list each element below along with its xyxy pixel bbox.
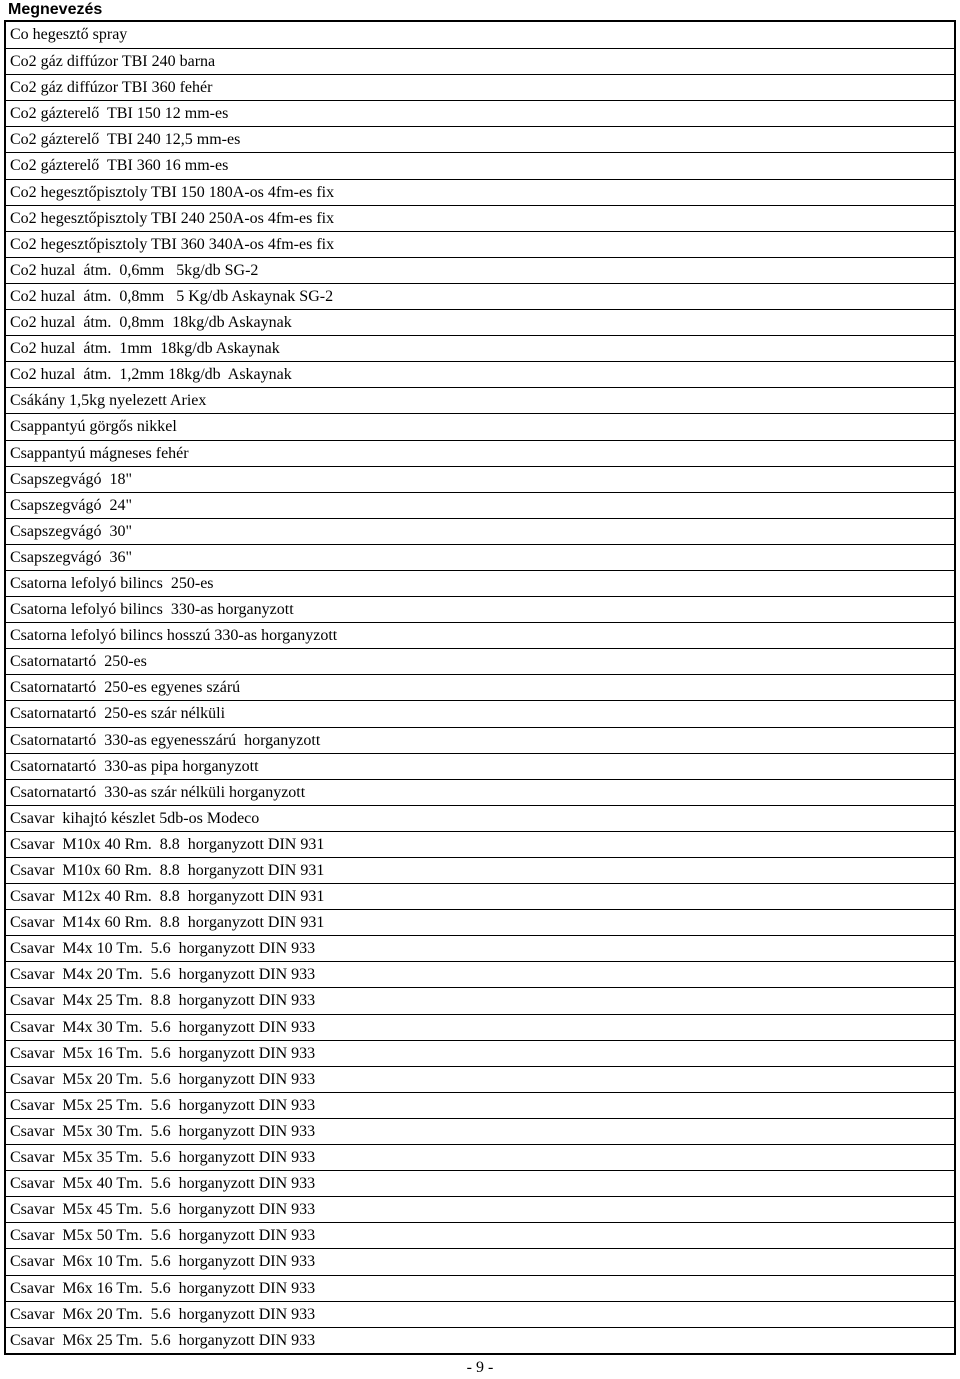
table-row: Co hegesztő spray bbox=[10, 26, 128, 43]
item-table bbox=[4, 20, 956, 1355]
table-row: Csavar M4x 25 Tm. 8.8 horganyzott DIN 933 bbox=[6, 987, 954, 1013]
table-row: Co2 gázterelő TBI 240 12,5 mm-es bbox=[6, 126, 954, 152]
table-row: Csavar M6x 20 Tm. 5.6 horganyzott DIN 933 bbox=[6, 1301, 954, 1327]
table-row: Co2 gázterelő TBI 360 16 mm-es bbox=[6, 152, 954, 178]
table-row: Co2 huzal átm. 0,6mm 5kg/db SG-2 bbox=[6, 257, 954, 283]
table-row: Csavar M14x 60 Rm. 8.8 horganyzott DIN 931 bbox=[6, 909, 954, 935]
table-row: Csavar M4x 10 Tm. 5.6 horganyzott DIN 933 bbox=[6, 935, 954, 961]
table-row: Csapszegvágó 24" bbox=[6, 492, 954, 518]
table-row: Csavar kihajtó készlet 5db-os Modeco bbox=[6, 805, 954, 831]
table-row: Co2 huzal átm. 0,8mm 18kg/db Askaynak bbox=[6, 309, 954, 335]
table-row: Csavar M5x 40 Tm. 5.6 horganyzott DIN 933 bbox=[6, 1170, 954, 1196]
table-row: Csatornatartó 250-es bbox=[6, 648, 954, 674]
table-row: Csavar M5x 25 Tm. 5.6 horganyzott DIN 933 bbox=[6, 1092, 954, 1118]
table-row: Co2 huzal átm. 0,8mm 5 Kg/db Askaynak SG-2 bbox=[6, 283, 954, 309]
table-row: Co2 hegesztőpisztoly TBI 360 340A-os 4fm-es fix bbox=[6, 231, 954, 257]
table-row: Csavar M5x 45 Tm. 5.6 horganyzott DIN 933 bbox=[6, 1196, 954, 1222]
table-row: Csavar M6x 16 Tm. 5.6 horganyzott DIN 933 bbox=[6, 1275, 954, 1301]
table-row: Csavar M4x 20 Tm. 5.6 horganyzott DIN 933 bbox=[6, 961, 954, 987]
table-row: Co2 gázterelő TBI 150 12 mm-es bbox=[6, 100, 954, 126]
table-row: Csavar M5x 50 Tm. 5.6 horganyzott DIN 933 bbox=[6, 1222, 954, 1248]
table-row: Csatorna lefolyó bilincs hosszú 330-as horganyzott bbox=[6, 622, 954, 648]
table-row: Csavar M12x 40 Rm. 8.8 horganyzott DIN 931 bbox=[6, 883, 954, 909]
table-row: Csavar M6x 25 Tm. 5.6 horganyzott DIN 933 bbox=[6, 1327, 954, 1353]
table-row: Co2 gáz diffúzor TBI 240 barna bbox=[6, 48, 954, 74]
column-header: Megnevezés bbox=[8, 1, 103, 18]
table-row: Csatorna lefolyó bilincs 330-as horganyzott bbox=[6, 596, 954, 622]
table-row: Csapszegvágó 36" bbox=[6, 544, 954, 570]
table-row: Co2 huzal átm. 1mm 18kg/db Askaynak bbox=[6, 335, 954, 361]
table-row: Csavar M4x 30 Tm. 5.6 horganyzott DIN 933 bbox=[6, 1014, 954, 1040]
table-row: Csatornatartó 330-as pipa horganyzott bbox=[6, 753, 954, 779]
table-row: Csatornatartó 330-as egyenesszárú horganyzott bbox=[6, 727, 954, 753]
table-row: Csavar M5x 20 Tm. 5.6 horganyzott DIN 933 bbox=[6, 1066, 954, 1092]
table-row: Co2 hegesztőpisztoly TBI 240 250A-os 4fm-es fix bbox=[6, 205, 954, 231]
table-row: Csapszegvágó 30" bbox=[6, 518, 954, 544]
table-row: Co2 gáz diffúzor TBI 360 fehér bbox=[6, 74, 954, 100]
table-row: Csavar M10x 60 Rm. 8.8 horganyzott DIN 931 bbox=[6, 857, 954, 883]
table-row: Csapszegvágó 18" bbox=[6, 466, 954, 492]
table-row: Csatornatartó 250-es egyenes szárú bbox=[6, 674, 954, 700]
table-row: Csatorna lefolyó bilincs 250-es bbox=[6, 570, 954, 596]
page-number: - 9 - bbox=[466, 1359, 494, 1376]
table-row: Csappantyú mágneses fehér bbox=[6, 440, 954, 466]
table-row: Csavar M5x 16 Tm. 5.6 horganyzott DIN 933 bbox=[6, 1040, 954, 1066]
table-row: Csavar M6x 10 Tm. 5.6 horganyzott DIN 933 bbox=[6, 1248, 954, 1274]
table-row: Csatornatartó 250-es szár nélküli bbox=[6, 700, 954, 726]
table-row: Csappantyú görgős nikkel bbox=[6, 413, 954, 439]
table-row: Csatornatartó 330-as szár nélküli horganyzott bbox=[6, 779, 954, 805]
table-row: Csákány 1,5kg nyelezett Ariex bbox=[6, 387, 954, 413]
table-row: Csavar M5x 35 Tm. 5.6 horganyzott DIN 933 bbox=[6, 1144, 954, 1170]
table-row: Csavar M10x 40 Rm. 8.8 horganyzott DIN 931 bbox=[6, 831, 954, 857]
table-row: Co2 huzal átm. 1,2mm 18kg/db Askaynak bbox=[6, 361, 954, 387]
table-row: Csavar M5x 30 Tm. 5.6 horganyzott DIN 933 bbox=[6, 1118, 954, 1144]
table-row: Co2 hegesztőpisztoly TBI 150 180A-os 4fm-es fix bbox=[6, 179, 954, 205]
